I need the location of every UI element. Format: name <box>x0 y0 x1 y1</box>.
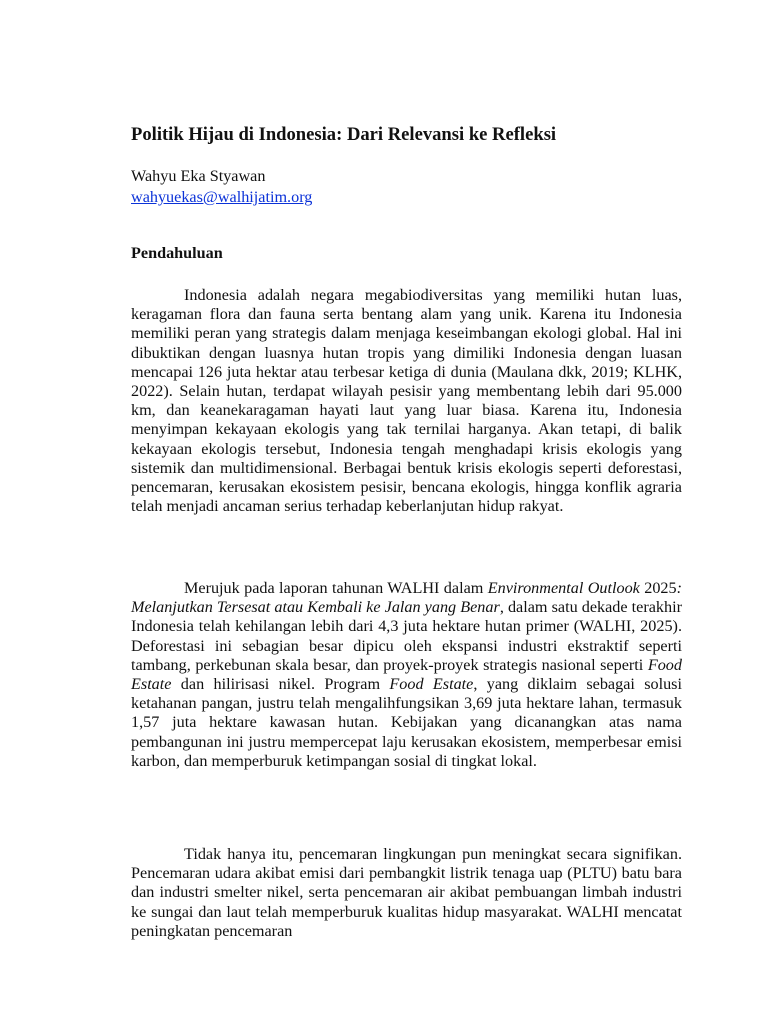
italic-report-title-part-2: : Melanjutkan Tersesat atau Kembali ke Jalan yang Benar <box>131 579 682 617</box>
paragraph-2-text: dan hilirisasi nikel. Program <box>171 675 390 694</box>
paragraph-2-text: , yang diklaim sebagai solusi ketahanan pangan, justru telah mengalihfungsikan 3,69 juta hektare lahan, termasuk 1,57 juta hektare kawasan hutan. Kebijakan yang dicanangkan atas nama pembangunan ini justru mempercepat laju kerusakan ekosistem, memperbesar emisi karbon, dan memperburuk ketimpangan sosial di tingkat lokal. <box>131 675 682 770</box>
paragraph-3: Tidak hanya itu, pencemaran lingkungan pun meningkat secara signifikan. Pencemaran udara akibat emisi dari pembangkit listrik tenaga uap (PLTU) batu bara dan industri smelter nikel, serta pencemaran air akibat pembuangan limbah industri ke sungai dan laut telah memperburuk kualitas hidup masyarakat. WALHI mencatat peningkatan pencemaran <box>131 845 682 940</box>
italic-report-title-part-1: Environmental Outlook <box>487 579 640 597</box>
paragraph-2-text: , dalam satu dekade terakhir Indonesia telah kehilangan lebih dari 4,3 juta hektare hutan primer (WALHI, 2025). Deforestasi ini sebagian besar dipicu oleh ekspansi industri ekstraktif seperti tambang, perkebunan skala besar, dan proyek-proyek strategis nasional seperti <box>131 598 683 674</box>
paragraph-2-text: 2025 <box>639 579 677 597</box>
section-heading: Pendahuluan <box>131 244 223 262</box>
italic-program-name: Food Estate <box>131 655 682 694</box>
paper-title: Politik Hijau di Indonesia: Dari Relevansi ke Refleksi <box>131 124 557 145</box>
author-name: Wahyu Eka Styawan <box>131 167 266 185</box>
italic-program-name: Food Estate <box>389 675 474 694</box>
paragraph-2 <box>131 579 682 771</box>
paragraph-2-text: Merujuk pada laporan tahunan WALHI dalam <box>184 579 488 597</box>
paragraph-1: Indonesia adalah negara megabiodiversitas yang memiliki hutan luas, keragaman flora dan fauna serta bentang alam yang unik. Karena itu Indonesia memiliki peran yang strategis dalam menjaga keseimbangan ekologi global. Hal ini dibuktikan dengan luasnya hutan tropis yang dimiliki Indonesia dengan luasan mencapai 126 juta hektar atau terbesar ketiga di dunia (Maulana dkk, 2019; KLHK, 2022). Selain hutan, terdapat wilayah pesisir yang membentang lebih dari 95.000 km, dan keanekaragaman hayati laut yang luar biasa. Karena itu, Indonesia menyimpan kekayaan ekologis yang tak ternilai harganya. Akan tetapi, di balik kekayaan ekologis tersebut, Indonesia tengah menghadapi krisis ekologis yang sistemik dan multidimensional. Berbagai bentuk krisis ekologis seperti deforestasi, pencemaran, kerusakan ekosistem pesisir, bencana ekologis, hingga konflik agraria telah menjadi ancaman serius terhadap keberlanjutan hidup rakyat. <box>131 286 682 516</box>
author-email-link[interactable]: wahyuekas@walhijatim.org <box>131 188 313 206</box>
